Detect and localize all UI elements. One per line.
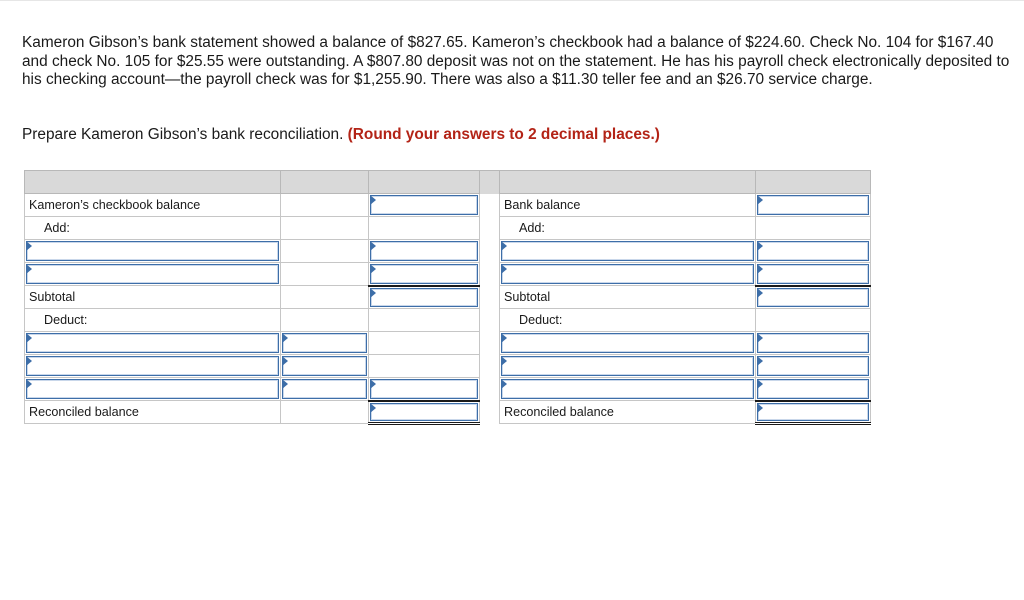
bank-reconciled-balance-input[interactable] — [757, 403, 869, 422]
checkbook-deduct-amount-input-2[interactable] — [282, 356, 367, 376]
bank-deduct-amount-input-1[interactable] — [757, 333, 869, 353]
bank-balance-label: Bank balance — [504, 198, 581, 212]
bank-add-amount-input-1[interactable] — [757, 241, 869, 261]
header-cell — [756, 171, 871, 194]
checkbook-deduct-description-input-3[interactable] — [26, 379, 279, 399]
deduct-label-row — [25, 309, 871, 332]
header-cell — [480, 171, 500, 194]
header-cell — [369, 171, 480, 194]
header-cell — [25, 171, 281, 194]
subtotal-row — [25, 286, 871, 309]
bank-deduct-description-input-2[interactable] — [501, 356, 754, 376]
bank-add-label: Add: — [519, 221, 545, 235]
header-cell — [281, 171, 369, 194]
deduct-item-row — [25, 355, 871, 378]
balance-row — [25, 194, 871, 217]
problem-statement: Kameron Gibson’s bank statement showed a balance of $827.65. Kameron’s checkbook had a balance of $224.60. Check No. 104 for $167.40 and check No. 105 for $25.55 were outstanding. A $807.80 deposit was not on the statement. He has his payroll check electronically deposited to his checking account—the payroll check was for $1,255.90. There was also a $11.30 teller fee and an $26.70 service charge. — [22, 34, 1010, 89]
bank-deduct-amount-input-2[interactable] — [757, 356, 869, 376]
checkbook-total-deductions-input[interactable] — [370, 379, 478, 399]
checkbook-balance-amount-input[interactable] — [370, 195, 478, 215]
bank-deduct-description-input-1[interactable] — [501, 333, 754, 353]
bank-balance-cell — [500, 194, 756, 217]
add-label-row — [25, 217, 871, 240]
bank-reconciliation-table — [24, 170, 871, 425]
instruction — [22, 125, 1012, 144]
add-item-row — [25, 263, 871, 286]
checkbook-add-label: Add: — [44, 221, 70, 235]
bank-deduct-label: Deduct: — [519, 313, 563, 327]
bank-balance-amount-input[interactable] — [757, 195, 869, 215]
checkbook-add-description-input-1[interactable] — [26, 241, 279, 261]
top-divider — [0, 0, 1024, 1]
checkbook-add-amount-input-1[interactable] — [370, 241, 478, 261]
instruction-text: Prepare Kameron Gibson’s bank reconciliation. — [22, 126, 344, 143]
bank-deduct-description-input-3[interactable] — [501, 379, 754, 399]
checkbook-subtotal-input[interactable] — [370, 288, 478, 308]
checkbook-reconciled-label: Reconciled balance — [29, 405, 139, 419]
header-row — [25, 171, 871, 194]
bank-reconciled-label: Reconciled balance — [504, 405, 614, 419]
checkbook-deduct-amount-input-1[interactable] — [282, 333, 367, 353]
checkbook-add-description-input-2[interactable] — [26, 264, 279, 284]
bank-subtotal-label: Subtotal — [504, 290, 551, 304]
reconciled-balance-row — [25, 401, 871, 424]
bank-add-description-input-2[interactable] — [501, 264, 754, 284]
add-item-row — [25, 240, 871, 263]
checkbook-subtotal-label: Subtotal — [29, 290, 76, 304]
checkbook-deduct-amount-input-3[interactable] — [282, 379, 367, 399]
checkbook-balance-cell — [25, 194, 281, 217]
deduct-item-row — [25, 378, 871, 401]
bank-add-description-input-1[interactable] — [501, 241, 754, 261]
checkbook-reconciled-balance-input[interactable] — [370, 403, 478, 422]
checkbook-add-amount-input-2[interactable] — [370, 264, 478, 284]
rounding-note: (Round your answers to 2 decimal places.) — [347, 126, 660, 143]
checkbook-deduct-label: Deduct: — [44, 313, 88, 327]
bank-add-amount-input-2[interactable] — [757, 264, 869, 284]
bank-deduct-amount-input-3[interactable] — [757, 379, 869, 399]
checkbook-deduct-description-input-2[interactable] — [26, 356, 279, 376]
checkbook-balance-label: Kameron’s checkbook balance — [29, 198, 201, 212]
checkbook-deduct-description-input-1[interactable] — [26, 333, 279, 353]
deduct-item-row — [25, 332, 871, 355]
header-cell — [500, 171, 756, 194]
bank-subtotal-input[interactable] — [757, 288, 869, 308]
